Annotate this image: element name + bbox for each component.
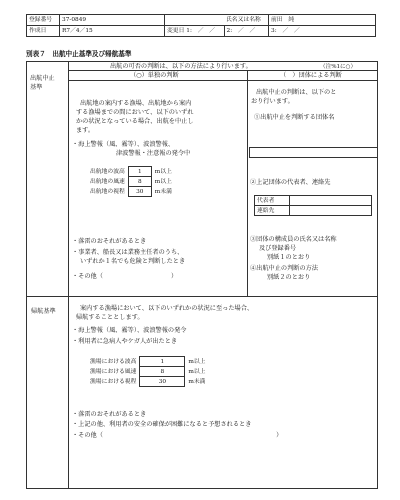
sea-wave-height-unit: m以上: [188, 358, 206, 365]
return-measures-table: [88, 356, 207, 387]
return-bullet-other: ・その他（ ）: [72, 432, 283, 439]
left-bullet-warning-2: 津波警報・注意報の発令中: [116, 150, 191, 157]
contact-value: [290, 206, 372, 216]
left-bullet-danger-1: ・事業者、船長又は業務主任者のうち、: [72, 249, 184, 256]
contact-label: 連絡先: [255, 206, 290, 216]
visibility-unit: m未満: [154, 188, 172, 195]
changed-date-1: 1: ／ ／: [186, 27, 216, 34]
wind-speed-unit: m以上: [154, 178, 172, 185]
departure-measures-table: [88, 166, 174, 197]
sea-visibility-value: 30: [140, 377, 185, 387]
return-line-2: 帰航することとします。: [76, 314, 144, 321]
wind-speed-label: 出航地の風速: [90, 178, 125, 185]
right-item-members-2: 及び登録番号: [259, 245, 297, 252]
left-line-2: する漁場までの間において、以下のいずれ: [76, 109, 194, 116]
reg-number-label: 登録番号: [27, 15, 60, 26]
wind-speed-value: 8: [128, 177, 151, 187]
measure-row: [88, 177, 174, 187]
sea-wave-height-value: 1: [140, 357, 185, 367]
wave-height-value: 1: [128, 167, 151, 177]
name-label: 氏名又は名称: [224, 15, 269, 26]
measure-row: [88, 367, 207, 377]
sea-visibility-label: 漁場における視程: [90, 378, 137, 385]
return-bullet-safety: ・上記の他、利用者の安全の確保が困難になると予想されるとき: [72, 421, 252, 428]
left-bullet-warning-1: ・海上警報（風、霧等）、波浪警報、: [72, 141, 175, 148]
option-group-judgment: （ ）団体による判断: [280, 72, 342, 79]
return-line-1: 案内する漁場において、以下のいずれかの状況に至った場合、: [80, 305, 254, 312]
right-item-method-2: 別紙２のとおり: [267, 274, 311, 281]
right-item-members-1: ③団体の構成員の氏名又は名称: [250, 236, 337, 243]
sea-wave-height-label: 漁場における波高: [90, 358, 137, 365]
changed-date-2: 2: ／ ／: [224, 26, 269, 37]
representative-value: [290, 196, 372, 206]
left-line-4: ます。: [76, 127, 95, 134]
left-bullet-lightning: ・落雷のおそれがあるとき: [72, 238, 147, 245]
return-label: 帰航基準: [31, 308, 56, 315]
sea-visibility-unit: m未満: [188, 378, 206, 385]
visibility-label: 出航地の視程: [90, 188, 125, 195]
measure-row: [88, 187, 174, 197]
right-item-representative: ②上記団体の代表者、連絡先: [250, 179, 331, 186]
left-bullet-other: ・その他（ ）: [72, 273, 178, 280]
section-title: 別表７ 出航中止基準及び帰航基準: [26, 50, 132, 58]
right-item-group-name: ①出航中止を判断する団体名: [254, 114, 335, 121]
left-line-3: かの状況となっている場合、出航を中止し: [76, 118, 194, 125]
right-item-members-3: 別紙１のとおり: [267, 254, 311, 261]
departure-intro: 出航の可否の判断は、以下の方法により行います。: [110, 63, 252, 70]
departure-intro-note: （注%1に○）: [320, 64, 357, 70]
return-bullet-lightning: ・落雷のおそれがあるとき: [72, 411, 147, 418]
representative-label: 代表者: [255, 196, 290, 206]
reg-number-value: 37-0849: [60, 15, 165, 26]
group-name-field: [249, 147, 378, 158]
created-date-label: 作成日: [27, 26, 60, 37]
name-value: 前田 純: [269, 15, 376, 26]
right-line-2: おり行います。: [251, 98, 294, 105]
left-bullet-danger-2: いずれか１名でも危険と判断したとき: [80, 258, 186, 265]
changed-date-3: 3: ／ ／: [269, 26, 376, 37]
sea-wind-speed-label: 漁場における風速: [90, 368, 137, 375]
left-line-1: 出航地の案内する漁場、出航地から案内: [80, 100, 192, 107]
sea-wind-speed-value: 8: [140, 367, 185, 377]
visibility-value: 30: [128, 187, 151, 197]
departure-label-2: 基準: [30, 84, 43, 91]
sea-wind-speed-unit: m以上: [188, 368, 206, 375]
measure-row: [88, 167, 174, 177]
changed-date-label: 変更日: [167, 27, 185, 34]
departure-label-1: 出航中止: [30, 75, 55, 82]
wave-height-unit: m以上: [154, 168, 172, 175]
measure-row: [88, 377, 207, 387]
measure-row: [88, 357, 207, 367]
registration-table: [26, 14, 376, 37]
right-item-method-1: ④出航中止の判断の方法: [250, 265, 319, 272]
return-bullet-warning: ・海上警報（風、霧等）、波浪警報の発令: [72, 327, 187, 334]
option-single-judgment: （○）単独の判断: [130, 72, 179, 79]
created-date-value: R7／4／15: [60, 26, 165, 37]
right-line-1: 出航中止の判断は、以下のと: [256, 89, 337, 96]
representative-table: [254, 195, 372, 216]
return-bullet-injury: ・利用者に急病人やケガ人が出たとき: [72, 338, 178, 345]
wave-height-label: 出航地の波高: [90, 168, 125, 175]
